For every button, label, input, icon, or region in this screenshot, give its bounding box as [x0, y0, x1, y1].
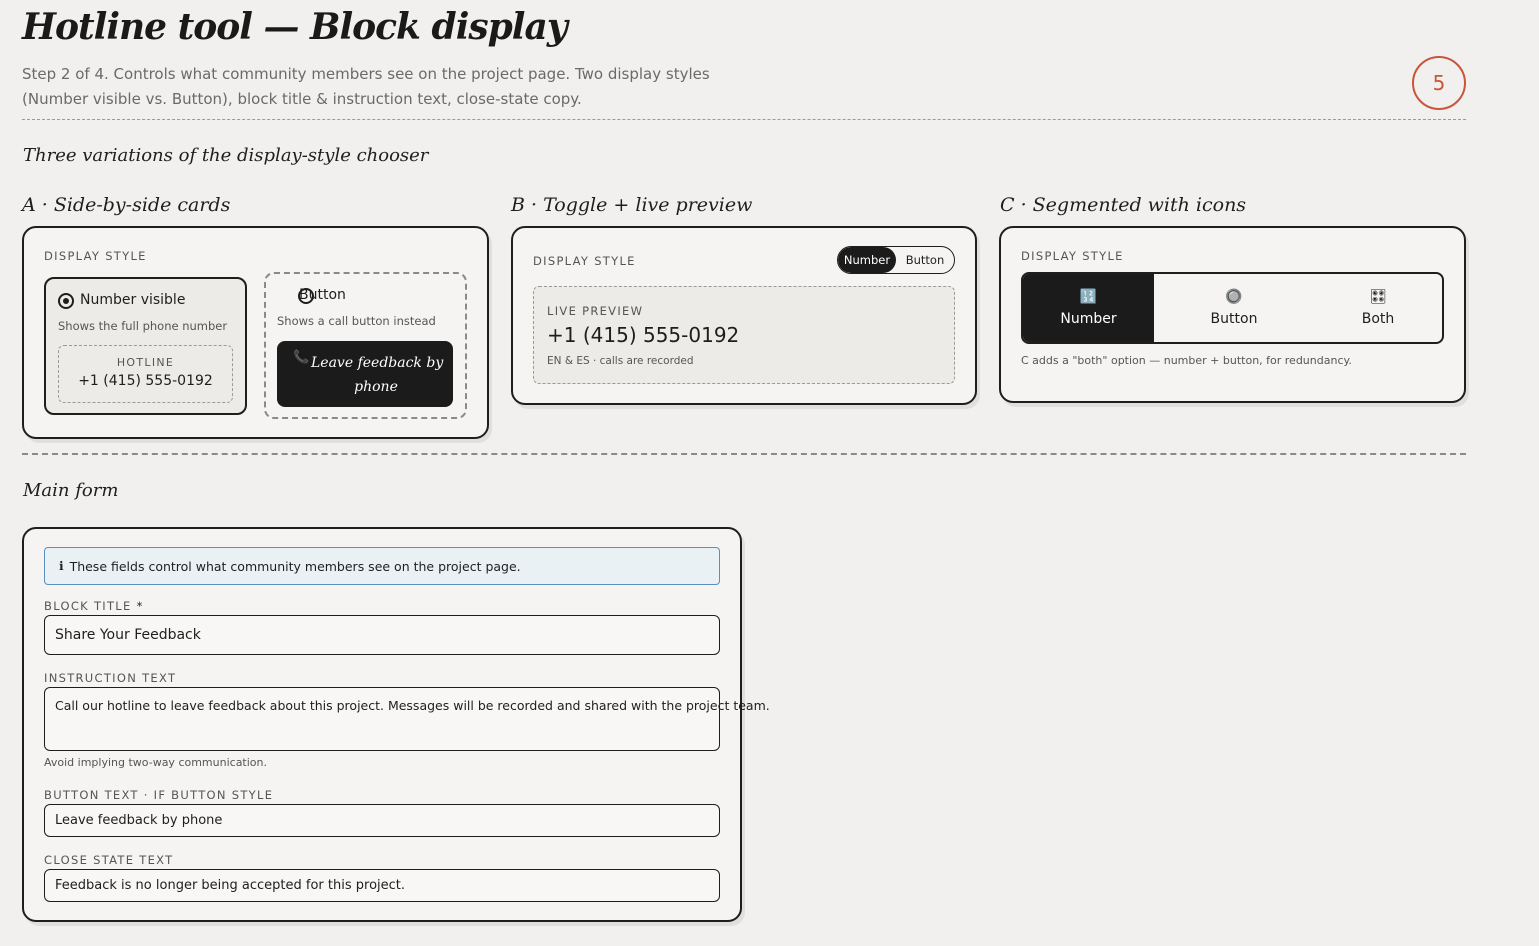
page-title: Hotline tool — Block display: [22, 6, 567, 48]
segment-both-label: Both: [1361, 311, 1395, 327]
instruction-text-label: INSTRUCTION TEXT: [44, 671, 177, 685]
hotline-caption: HOTLINE: [116, 356, 175, 369]
variation-b-heading: B · Toggle + live preview: [511, 194, 753, 216]
block-title-label: BLOCK TITLE *: [44, 599, 144, 613]
section-divider: [22, 453, 1466, 455]
display-style-segmented[interactable]: [1021, 272, 1444, 344]
block-title-input[interactable]: Share Your Feedback: [44, 615, 720, 655]
button-preview-line1: Leave feedback by: [311, 355, 444, 371]
segment-number-label: Number: [1060, 311, 1117, 327]
radio-number-visible[interactable]: [58, 293, 74, 309]
variations-heading: Three variations of the display-style chooser: [23, 145, 429, 166]
close-state-label: CLOSE STATE TEXT: [44, 853, 174, 867]
segment-button[interactable]: [1154, 274, 1314, 342]
header-divider: [22, 119, 1466, 120]
step-badge: 5: [1412, 56, 1466, 110]
hotline-number-preview: [58, 345, 233, 403]
segment-button-label: Button: [1210, 311, 1258, 327]
instruction-text-input[interactable]: Call our hotline to leave feedback about this project. Messages will be recorded and shared with the project team.: [44, 687, 720, 751]
option-button-desc: Shows a call button instead: [277, 314, 436, 328]
hotline-phone: +1 (415) 555-0192: [78, 373, 213, 389]
option-number-visible-desc: Shows the full phone number: [58, 319, 228, 333]
display-style-caption-c: DISPLAY STYLE: [1021, 249, 1124, 263]
segment-both[interactable]: [1314, 274, 1442, 342]
display-style-caption-b: DISPLAY STYLE: [533, 254, 636, 268]
variation-c-heading: C · Segmented with icons: [1000, 194, 1247, 216]
required-mark: *: [136, 599, 144, 613]
control-knobs-icon: 🎛: [1369, 289, 1387, 305]
main-form-heading: Main form: [23, 480, 119, 501]
option-number-visible-label: Number visible: [80, 292, 186, 308]
variation-a-heading: A · Side-by-side cards: [22, 194, 231, 216]
live-preview-note: EN & ES · calls are recorded: [547, 355, 694, 367]
live-preview-box: [533, 286, 955, 384]
info-icon: ℹ: [59, 559, 64, 573]
number-keypad-icon: 🔢: [1079, 289, 1098, 305]
button-preview-line2: phone: [354, 379, 398, 395]
segment-number[interactable]: [1023, 274, 1154, 342]
info-banner: [44, 547, 720, 585]
button-text-input[interactable]: Leave feedback by phone: [44, 804, 720, 837]
info-banner-text: These fields control what community members see on the project page.: [69, 558, 521, 574]
option-button-label: Button: [299, 287, 346, 303]
display-style-caption: DISPLAY STYLE: [44, 249, 147, 263]
close-state-input[interactable]: Feedback is no longer being accepted for this project.: [44, 869, 720, 902]
toggle-number[interactable]: Number: [838, 247, 896, 273]
phone-icon: 📞: [293, 350, 310, 365]
toggle-button[interactable]: Button: [905, 253, 945, 267]
leave-feedback-button-preview[interactable]: [277, 341, 453, 407]
button-text-label: BUTTON TEXT · IF BUTTON STYLE: [44, 788, 274, 802]
live-preview-phone: +1 (415) 555-0192: [547, 323, 740, 347]
display-style-toggle[interactable]: [837, 246, 955, 274]
instruction-hint: Avoid implying two-way communication.: [44, 756, 268, 769]
variation-c-note: C adds a "both" option — number + button, for redundancy.: [1021, 354, 1352, 367]
live-preview-caption: LIVE PREVIEW: [547, 304, 644, 318]
page-subtitle: Step 2 of 4. Controls what community members see on the project page. Two display styles (Number visible vs. Button), block title & instruction text, close-state copy.: [22, 65, 710, 108]
radio-button-icon: 🔘: [1225, 289, 1243, 305]
